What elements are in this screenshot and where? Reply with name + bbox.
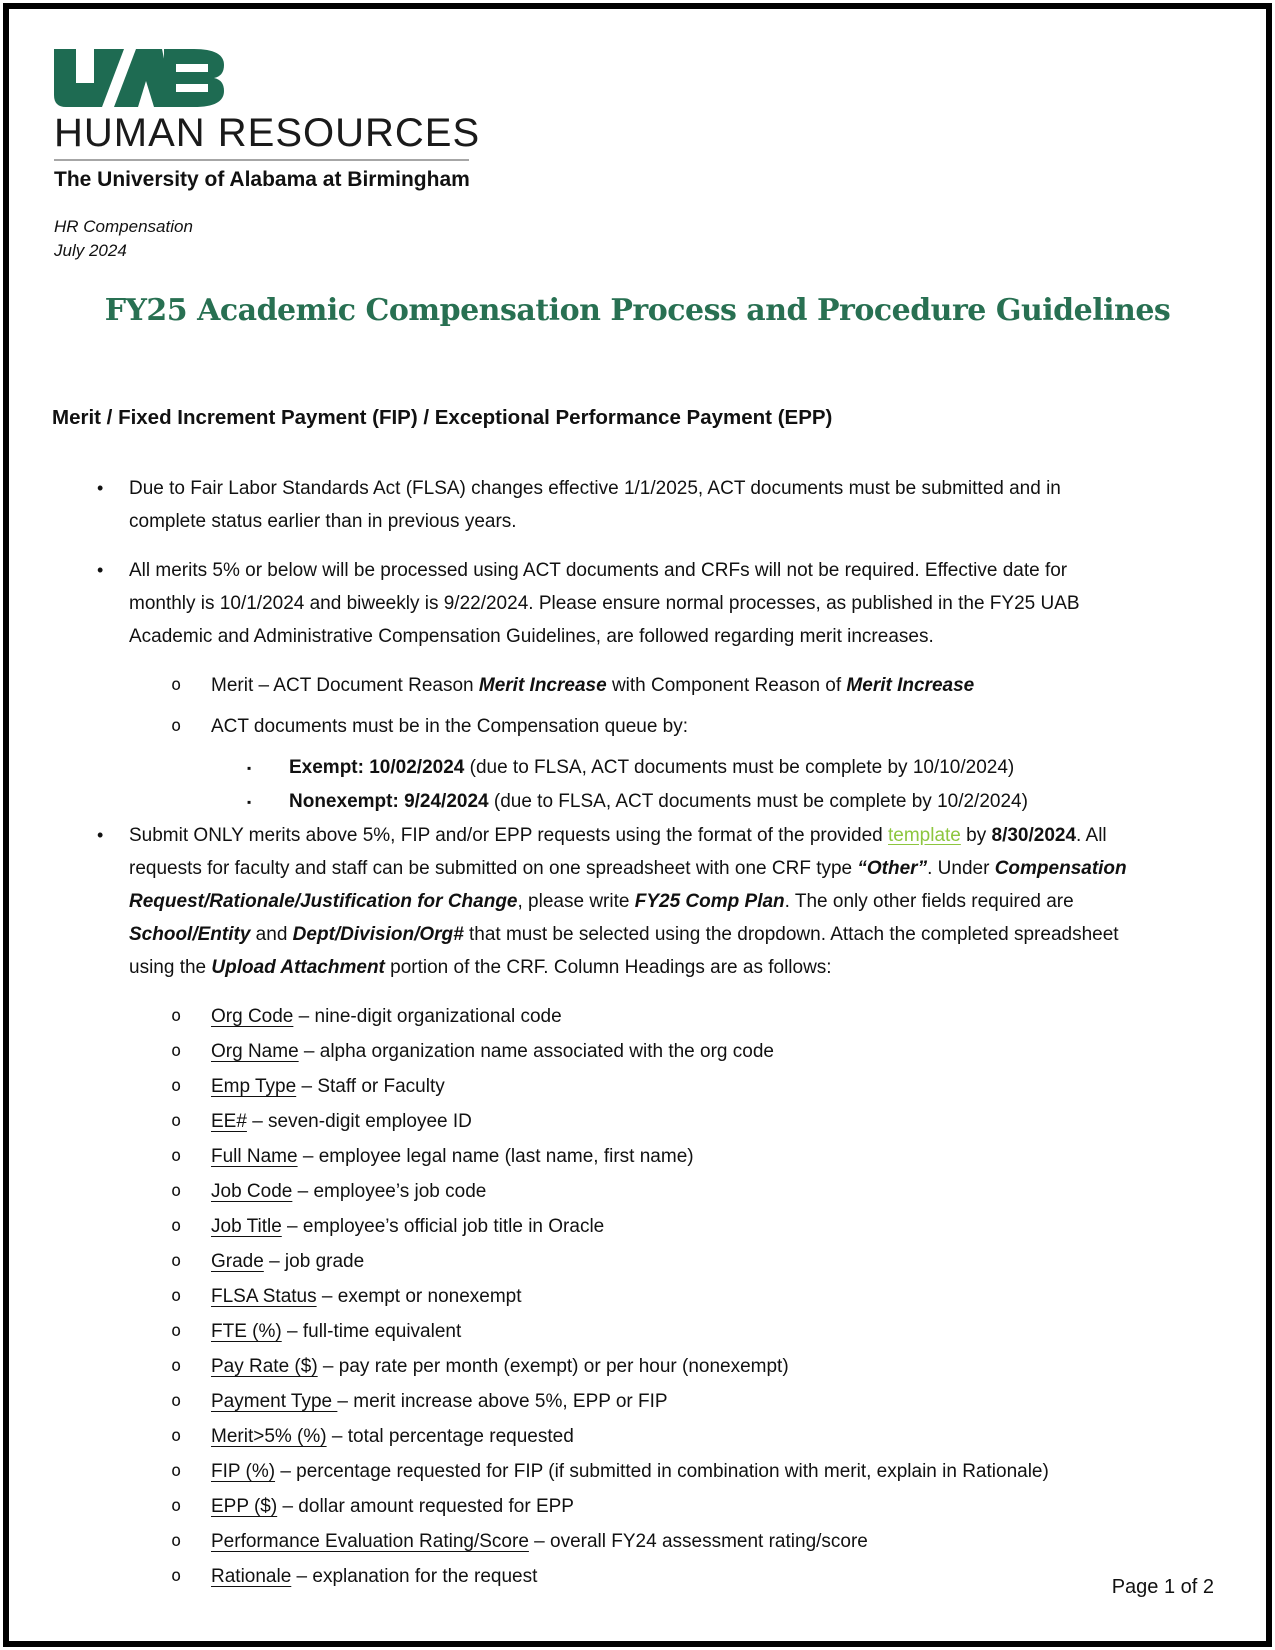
text-run: portion of the CRF. Column Headings are as follows:: [384, 957, 832, 978]
text-run: – overall FY24 assessment rating/score: [528, 1531, 868, 1552]
bullet-text: [211, 1560, 1177, 1593]
bullet-marker-icon: o: [171, 1216, 182, 1236]
bullet-text: [211, 1490, 1177, 1523]
page-title: FY25 Academic Compensation Process and Procedure Guidelines: [104, 293, 1171, 328]
bullet-item-l2: [52, 1070, 1177, 1103]
template-link[interactable]: template: [888, 825, 961, 846]
text-run: Job Title: [211, 1216, 282, 1237]
bullet-item-l2: [52, 1035, 1177, 1068]
bullet-item-l2: [52, 710, 1177, 743]
bullet-marker-icon: o: [171, 1531, 182, 1551]
bullet-item-l3: [52, 785, 1177, 818]
text-run: – Staff or Faculty: [296, 1076, 445, 1097]
text-run: FIP (%): [211, 1461, 276, 1482]
text-run: – full-time equivalent: [281, 1321, 462, 1342]
text-run: – explanation for the request: [291, 1566, 538, 1587]
text-run: Job Code: [211, 1181, 293, 1202]
bullet-item-l1: [52, 554, 1134, 653]
bullet-text: [129, 554, 1134, 653]
text-run: – employee legal name (last name, first name): [297, 1146, 694, 1167]
bullet-text: [211, 1000, 1177, 1033]
bullet-text: [211, 1455, 1177, 1488]
bullet-item-l2: [52, 1385, 1177, 1418]
bullet-marker-icon: o: [171, 1146, 182, 1166]
page-number: Page 1 of 2: [1111, 1576, 1214, 1598]
uab-logo-icon: [54, 49, 224, 107]
text-run: Merit Increase: [478, 675, 607, 696]
bullet-marker-icon: ▪: [247, 761, 252, 775]
text-run: Compensation Request/Rationale/Justification for Change: [129, 858, 1127, 912]
bullet-item-l2: [52, 1140, 1177, 1173]
bullet-marker-icon: o: [171, 675, 182, 695]
bullet-item-l2: [52, 1245, 1177, 1278]
text-run: FTE (%): [211, 1321, 282, 1342]
text-run: – nine-digit organizational code: [293, 1006, 562, 1027]
text-run: , please write: [517, 891, 635, 912]
text-run: – dollar amount requested for EPP: [277, 1496, 574, 1517]
document-page: [3, 3, 1272, 1647]
text-run: – employee’s job code: [292, 1181, 487, 1202]
meta-department: HR Compensation: [54, 217, 193, 236]
bullet-text: [211, 1280, 1177, 1313]
bullet-text: [129, 819, 1134, 984]
bullet-item-l2: [52, 1455, 1177, 1488]
text-run: – merit increase above 5%, EPP or FIP: [337, 1391, 668, 1412]
bullet-marker-icon: o: [171, 1356, 182, 1376]
text-run: with Component Reason of: [606, 675, 847, 696]
text-run: Rationale: [211, 1566, 292, 1587]
bullet-marker-icon: o: [171, 1426, 182, 1446]
text-run: Exempt: 10/02/2024: [289, 757, 465, 778]
text-run: by: [960, 825, 992, 846]
text-run: . All requests for faculty and staff can be submitted on one spreadsheet with one CRF type: [129, 825, 1107, 879]
text-run: Merit>5% (%): [211, 1426, 327, 1447]
text-run: 8/30/2024: [991, 825, 1077, 846]
text-run: Submit ONLY merits above 5%, FIP and/or EPP requests using the format of the provided: [129, 825, 888, 846]
bullet-marker-icon: •: [97, 560, 104, 580]
bullet-item-l2: [52, 1490, 1177, 1523]
bullet-marker-icon: o: [171, 1181, 182, 1201]
bullet-item-l2: [52, 1560, 1177, 1593]
text-run: FLSA Status: [211, 1286, 317, 1307]
logo-divider: [54, 159, 469, 161]
bullet-item-l2: [52, 1000, 1177, 1033]
text-run: Grade: [211, 1251, 264, 1272]
bullet-marker-icon: o: [171, 1286, 182, 1306]
text-run: Org Code: [211, 1006, 294, 1027]
bullet-text: [211, 1105, 1177, 1138]
bullet-marker-icon: o: [171, 1461, 182, 1481]
bullet-item-l3: [52, 751, 1177, 784]
text-run: Org Name: [211, 1041, 299, 1062]
text-run: EPP ($): [211, 1496, 278, 1517]
bullet-text: [211, 1070, 1177, 1103]
bullet-item-l2: [52, 1280, 1177, 1313]
bullet-marker-icon: o: [171, 1566, 182, 1586]
text-run: – pay rate per month (exempt) or per hour (nonexempt): [317, 1356, 789, 1377]
bullet-marker-icon: o: [171, 1111, 182, 1131]
text-run: – alpha organization name associated with the org code: [298, 1041, 774, 1062]
bullet-item-l2: [52, 1525, 1177, 1558]
bullet-text: [211, 1245, 1177, 1278]
text-run: Merit Increase: [846, 675, 975, 696]
bullet-item-l2: [52, 1420, 1177, 1453]
bullet-text: [211, 710, 1177, 743]
bullet-text: [289, 751, 1177, 784]
bullet-marker-icon: •: [97, 478, 104, 498]
meta-date: July 2024: [54, 241, 127, 260]
bullet-list: [52, 472, 1177, 1593]
text-run: School/Entity: [129, 924, 251, 945]
bullet-text: [211, 1140, 1177, 1173]
bullet-marker-icon: ▪: [247, 795, 252, 809]
text-run: ACT documents must be in the Compensation queue by:: [211, 716, 689, 737]
bullet-item-l1: [52, 472, 1134, 538]
bullet-item-l2: [52, 1175, 1177, 1208]
bullet-marker-icon: •: [97, 825, 104, 845]
bullet-item-l2: [52, 1315, 1177, 1348]
bullet-item-l2: [52, 669, 1177, 702]
text-run: Merit – ACT Document Reason: [211, 675, 479, 696]
text-run: – seven-digit employee ID: [246, 1111, 472, 1132]
text-run: (due to FLSA, ACT documents must be complete by 10/10/2024): [464, 757, 1015, 778]
text-run: Pay Rate ($): [211, 1356, 318, 1377]
bullet-marker-icon: o: [171, 1041, 182, 1061]
text-run: Full Name: [211, 1146, 298, 1167]
bullet-marker-icon: o: [171, 716, 182, 736]
bullet-text: [211, 1035, 1177, 1068]
text-run: . The only other fields required are: [784, 891, 1074, 912]
text-run: – percentage requested for FIP (if submitted in combination with merit, explain in Rationale): [275, 1461, 1049, 1482]
text-run: – total percentage requested: [326, 1426, 574, 1447]
bullet-text: [211, 1350, 1177, 1383]
bullet-marker-icon: o: [171, 1006, 182, 1026]
bullet-text: [289, 785, 1177, 818]
text-run: – exempt or nonexempt: [316, 1286, 522, 1307]
bullet-item-l2: [52, 1350, 1177, 1383]
bullet-text: [211, 1210, 1177, 1243]
section-heading: Merit / Fixed Increment Payment (FIP) / Exceptional Performance Payment (EPP): [52, 406, 833, 429]
bullet-item-l1: [52, 819, 1134, 984]
text-run: and: [250, 924, 293, 945]
bullet-marker-icon: o: [171, 1391, 182, 1411]
text-run: Upload Attachment: [211, 957, 385, 978]
text-run: Performance Evaluation Rating/Score: [211, 1531, 529, 1552]
bullet-text: [211, 1175, 1177, 1208]
text-run: (due to FLSA, ACT documents must be complete by 10/2/2024): [488, 791, 1028, 812]
text-run: Nonexempt: 9/24/2024: [289, 791, 489, 812]
text-run: – employee’s official job title in Oracle: [281, 1216, 605, 1237]
text-run: FY25 Comp Plan: [634, 891, 785, 912]
bullet-text: [211, 1420, 1177, 1453]
bullet-marker-icon: o: [171, 1076, 182, 1096]
hr-wordmark: HUMAN RESOURCES: [54, 111, 481, 155]
text-run: All merits 5% or below will be processed using ACT documents and CRFs will not be required. Effective date for monthly is 10/1/2024 and biweekly is 9/22/2024. Please ensure normal processes, as published in the FY25 UAB Academic and Administrative Compensation Guidelines, are followed regarding merit increases.: [129, 560, 1080, 647]
document-meta: [54, 215, 1266, 263]
text-run: – job grade: [263, 1251, 365, 1272]
text-run: Dept/Division/Org#: [292, 924, 464, 945]
bullet-text: [211, 669, 1177, 702]
bullet-marker-icon: o: [171, 1496, 182, 1516]
bullet-text: [211, 1315, 1177, 1348]
text-run: Emp Type: [211, 1076, 297, 1097]
bullet-marker-icon: o: [171, 1321, 182, 1341]
text-run: Due to Fair Labor Standards Act (FLSA) changes effective 1/1/2025, ACT documents must be submitted and in complete status earlier than in previous years.: [129, 478, 1061, 532]
bullet-text: [211, 1385, 1177, 1418]
text-run: Payment Type: [211, 1391, 338, 1412]
bullet-item-l2: [52, 1105, 1177, 1138]
text-run: “Other”: [857, 858, 928, 879]
university-tagline: The University of Alabama at Birmingham: [54, 168, 470, 191]
bullet-marker-icon: o: [171, 1251, 182, 1271]
text-run: EE#: [211, 1111, 247, 1132]
bullet-text: [129, 472, 1134, 538]
bullet-item-l2: [52, 1210, 1177, 1243]
bullet-text: [211, 1525, 1177, 1558]
text-run: that must be selected using the dropdown. Attach the completed spreadsheet using the: [129, 924, 1119, 978]
text-run: . Under: [927, 858, 995, 879]
